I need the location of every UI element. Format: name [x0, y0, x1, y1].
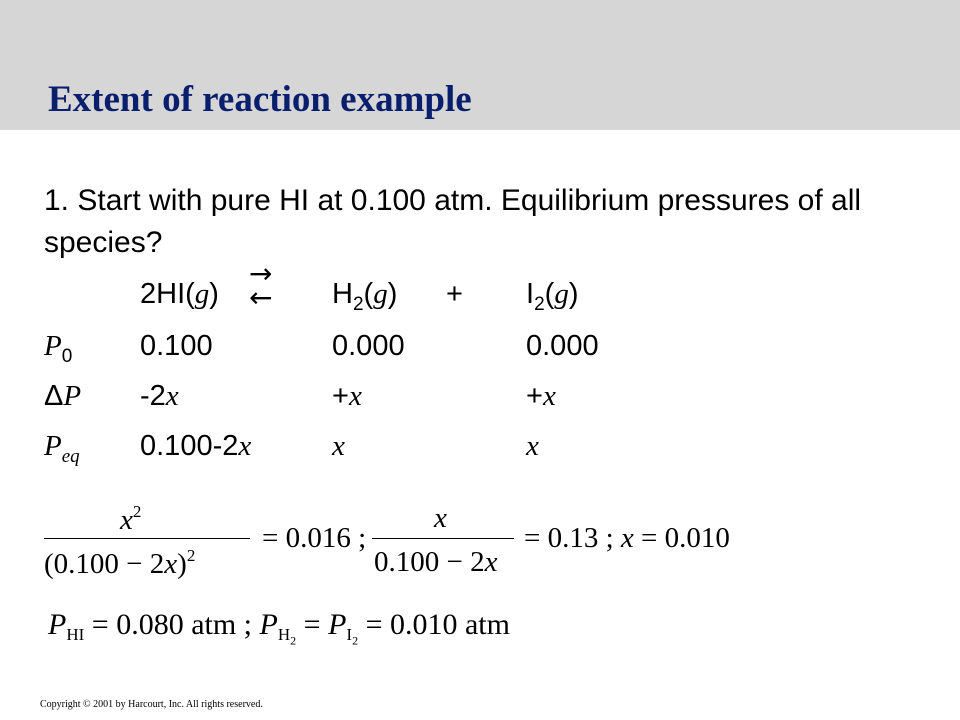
- equilibrium-arrows-icon: → ←: [249, 257, 273, 314]
- cell-p0-i2: 0.000: [526, 330, 599, 362]
- cell-p0-hi: 0.100: [140, 330, 213, 362]
- frac1-bar: [44, 538, 250, 539]
- cell-peq-h2: x: [332, 430, 345, 462]
- frac2-rhs: = 0.13 ; x = 0.010: [524, 522, 730, 554]
- cell-peq-hi: 0.100-2x: [140, 430, 252, 462]
- frac1-rhs: = 0.016 ;: [262, 522, 367, 554]
- cell-peq-i2: x: [526, 430, 539, 462]
- row-label-delta-p: ΔP: [44, 380, 82, 412]
- result-line: $P_{HI} = 0.080$ atm ; $P_{H_2} = P_{I_2} = 0.010$ atm: [48, 608, 510, 648]
- frac2-numerator: x: [434, 502, 447, 534]
- frac1-denominator: $(0.100 - 2x)^2$: [44, 546, 196, 580]
- frac1-numerator: $x^2$: [120, 502, 142, 536]
- cell-dp-hi: -2x: [140, 380, 179, 412]
- frac2-denominator: 0.100 − 2x: [374, 546, 498, 578]
- reactant-header: 2HI(g): [140, 278, 219, 310]
- frac2-bar: [372, 538, 514, 539]
- slide-title: Extent of reaction example: [48, 79, 472, 120]
- copyright-notice: Copyright © 2001 by Harcourt, Inc. All rights reserved.: [40, 699, 263, 710]
- product1-header: $H_2(g)$: [332, 278, 398, 315]
- plus-sign: +: [446, 278, 463, 310]
- cell-p0-h2: 0.000: [332, 330, 405, 362]
- row-label-peq: $P_{eq}$: [44, 430, 80, 467]
- row-label-p0: $P_0$: [44, 330, 73, 367]
- problem-statement: 1. Start with pure HI at 0.100 atm. Equilibrium pressures of all species?: [44, 184, 862, 259]
- cell-dp-h2: +x: [332, 380, 362, 412]
- product2-header: $I_2(g)$: [526, 278, 579, 315]
- cell-dp-i2: +x: [526, 380, 556, 412]
